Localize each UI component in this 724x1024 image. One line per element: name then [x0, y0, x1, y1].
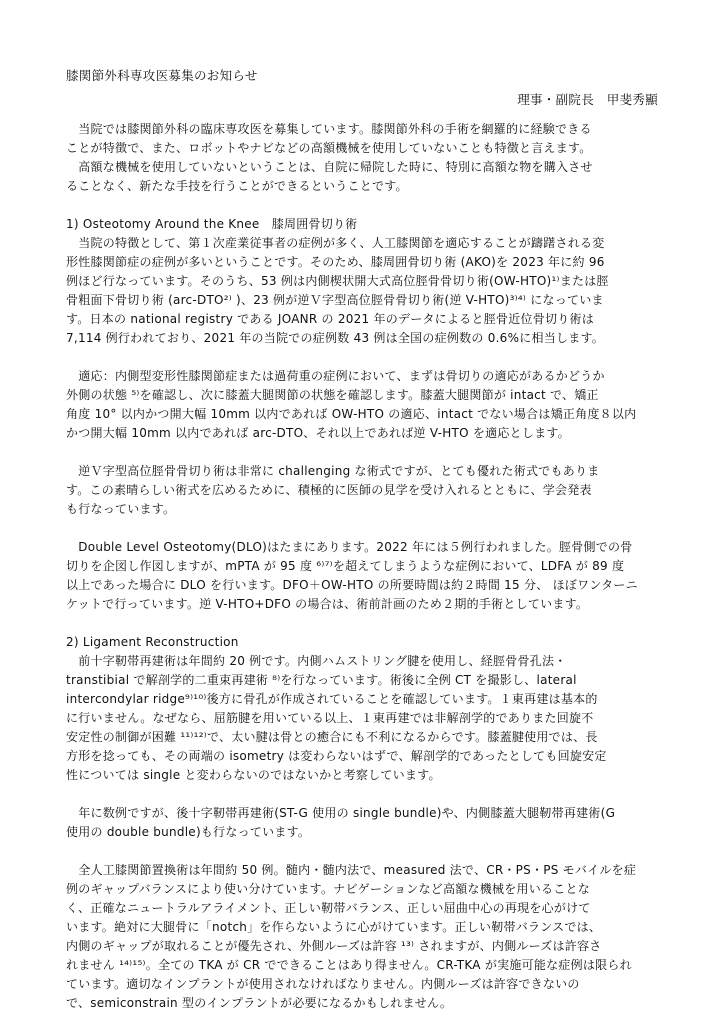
text-line: 以上であった場合に DLO を行います。DFO＋OW-HTO の所要時間は約２時間 15 分、 ほぼワンターニ — [66, 578, 638, 592]
section2-heading: 2) Ligament Reconstruction — [66, 635, 239, 649]
document-body — [66, 120, 660, 1013]
section2-paragraph-2 — [66, 804, 660, 842]
text-line: transtibial で解剖学的二重束再建術 ⁸⁾を行なっています。術後に全例 CT を撮影し、lateral — [66, 673, 577, 687]
text-line: 方形を捻っても、その両端の isometry は変わらないはずで、解剖学的であったとしても回旋安定 — [66, 749, 607, 763]
text-line: Double Level Osteotomy(DLO)はたまにあります。2022 年には５例行われました。脛骨側での骨 — [66, 540, 633, 554]
text-line: 全人工膝関節置換術は年間約 50 例。髄内・髄内法で、measured 法で、CR・PS・PS モバイルを症 — [66, 863, 637, 877]
text-line: 当院では膝関節外科の臨床専攻医を募集しています。膝関節外科の手術を網羅的に経験できる — [66, 122, 592, 136]
text-line: 年に数例ですが、後十字靭帯再建術(ST-G 使用の single bundle)や、内側膝蓋大腿靭帯再建術(G — [66, 806, 616, 820]
section1-paragraph-4 — [66, 538, 660, 614]
text-line: 例のギャップバランスにより使い分けています。ナビゲーションなど高額な機械を用いることな — [66, 882, 590, 896]
text-line: 切りを企図し作図しますが、mPTA が 95 度 ⁶⁾⁷⁾を超えてしまうような症例において、LDFA が 89 度 — [66, 559, 625, 573]
section2-paragraph-1 — [66, 652, 660, 785]
text-line: 安定性の制御が困難 ¹¹⁾¹²⁾で、太い腱は骨との癒合にも不利になるからです。膝蓋腱使用では、長 — [66, 730, 598, 744]
intro-paragraph — [66, 120, 660, 196]
text-line: 例ほど行なっています。そのうち、53 例は内側楔状開大式高位脛骨骨切り術(OW-HTO)¹⁾または脛 — [66, 274, 609, 288]
text-line: 前十字靭帯再建術は年間約 20 例です。内側ハムストリング腱を使用し、経脛骨骨孔法・ — [66, 654, 567, 668]
section1-heading: 1) Osteotomy Around the Knee 膝周囲骨切り術 — [66, 217, 358, 231]
text-line: 内側のギャップが取れることが優先され、外側ルーズは許容 ¹³⁾ されますが、内側ルーズは許容さ — [66, 939, 602, 953]
text-line: ケットで行っています。逆 V-HTO+DFO の場合は、術前計画のため２期的手術としています。 — [66, 597, 589, 611]
text-line: で、semiconstrain 型のインプラントが必要になるかもしれません。 — [66, 996, 453, 1010]
text-line: 使用の double bundle)も行なっています。 — [66, 825, 311, 839]
text-line: 高額な機械を使用していないということは、自院に帰院した時に、特別に高額な物を購入させ — [66, 160, 593, 174]
section1-paragraph-2 — [66, 367, 660, 443]
text-line: 逆Ｖ字型高位脛骨骨切り術は非常に challenging な術式ですが、とても優れた術式でもありま — [66, 464, 600, 478]
text-line: 適応：内側型変形性膝関節症または過荷重の症例において、まずは骨切りの適応があるかどうか — [66, 369, 605, 383]
text-line: ことが特徴で、また、ロボットやナビなどの高額機械を使用していないことも特徴と言えます。 — [66, 141, 592, 155]
text-line: 外側の状態 ⁵⁾を確認し、次に膝蓋大腿関節の状態を確認します。膝蓋大腿関節が intact で、矯正 — [66, 388, 599, 402]
text-line: く、正確なニュートラルアライメント、正しい靭帯バランス、正しい屈曲中心の再現を心がけて — [66, 901, 591, 915]
section1-paragraph-3 — [66, 462, 660, 519]
text-line: も行なっています。 — [66, 502, 176, 516]
text-line: 骨粗面下骨切り術 (arc-DTO²⁾ )、23 例が逆Ｖ字型高位脛骨骨切り術(逆 V-HTO)³⁾⁴⁾ になっていま — [66, 293, 604, 307]
text-line: れません ¹⁴⁾¹⁵⁾。全ての TKA が CR でできることはあり得ません。CR-TKA が実施可能な症例は限られ — [66, 958, 632, 972]
text-line: intercondylar ridge⁹⁾¹⁰⁾後方に骨孔が作成されていることを確認しています。１東再建は基本的 — [66, 692, 598, 706]
text-line: す。日本の national registry である JOANR の 2021 年のデータによると脛骨近位骨切り術は — [66, 312, 594, 326]
section2-paragraph-3 — [66, 861, 660, 1013]
text-line: います。絶対に大腿骨に「notch」を作らないように心がけています。正しい靭帯バランスでは、 — [66, 920, 602, 934]
text-line: 形性膝関節症の症例が多いということです。そのため、膝周囲骨切り術 (AKO)を 2023 年に約 96 — [66, 255, 605, 269]
text-line: 性については single と変わらないのではないかと考察しています。 — [66, 768, 441, 782]
text-line: 7,114 例行われており、2021 年の当院での症例数 43 例は全国の症例数の 0.6%に相当します。 — [66, 331, 605, 345]
text-line: 角度 10° 以内かつ開大幅 10mm 以内であれば OW-HTO の適応、intact でない場合は矯正角度８以内 — [66, 407, 637, 421]
document-title: 膝関節外科専攻医募集のお知らせ — [66, 68, 258, 83]
section1-paragraph-1 — [66, 234, 660, 348]
text-line: ることなく、新たな手技を行うことができるということです。 — [66, 179, 408, 193]
text-line: に行いません。なぜなら、屈筋腱を用いている以上、１東再建では非解剖学的でありまた回旋不 — [66, 711, 594, 725]
text-line: ています。適切なインプラントが使用されなければなりません。内側ルーズは許容できないの — [66, 977, 580, 991]
document-author: 理事・副院長 甲斐秀顯 — [517, 92, 658, 107]
text-line: かつ開大幅 10mm 以内であれば arc-DTO、それ以上であれば逆 V-HTO を適応とします。 — [66, 426, 570, 440]
text-line: 当院の特徴として、第１次産業従事者の症例が多く、人工膝関節を適応することが躊躇される変 — [66, 236, 605, 250]
text-line: す。この素晴らしい術式を広めるために、積極的に医師の見学を受け入れるとともに、学会発表 — [66, 483, 592, 497]
